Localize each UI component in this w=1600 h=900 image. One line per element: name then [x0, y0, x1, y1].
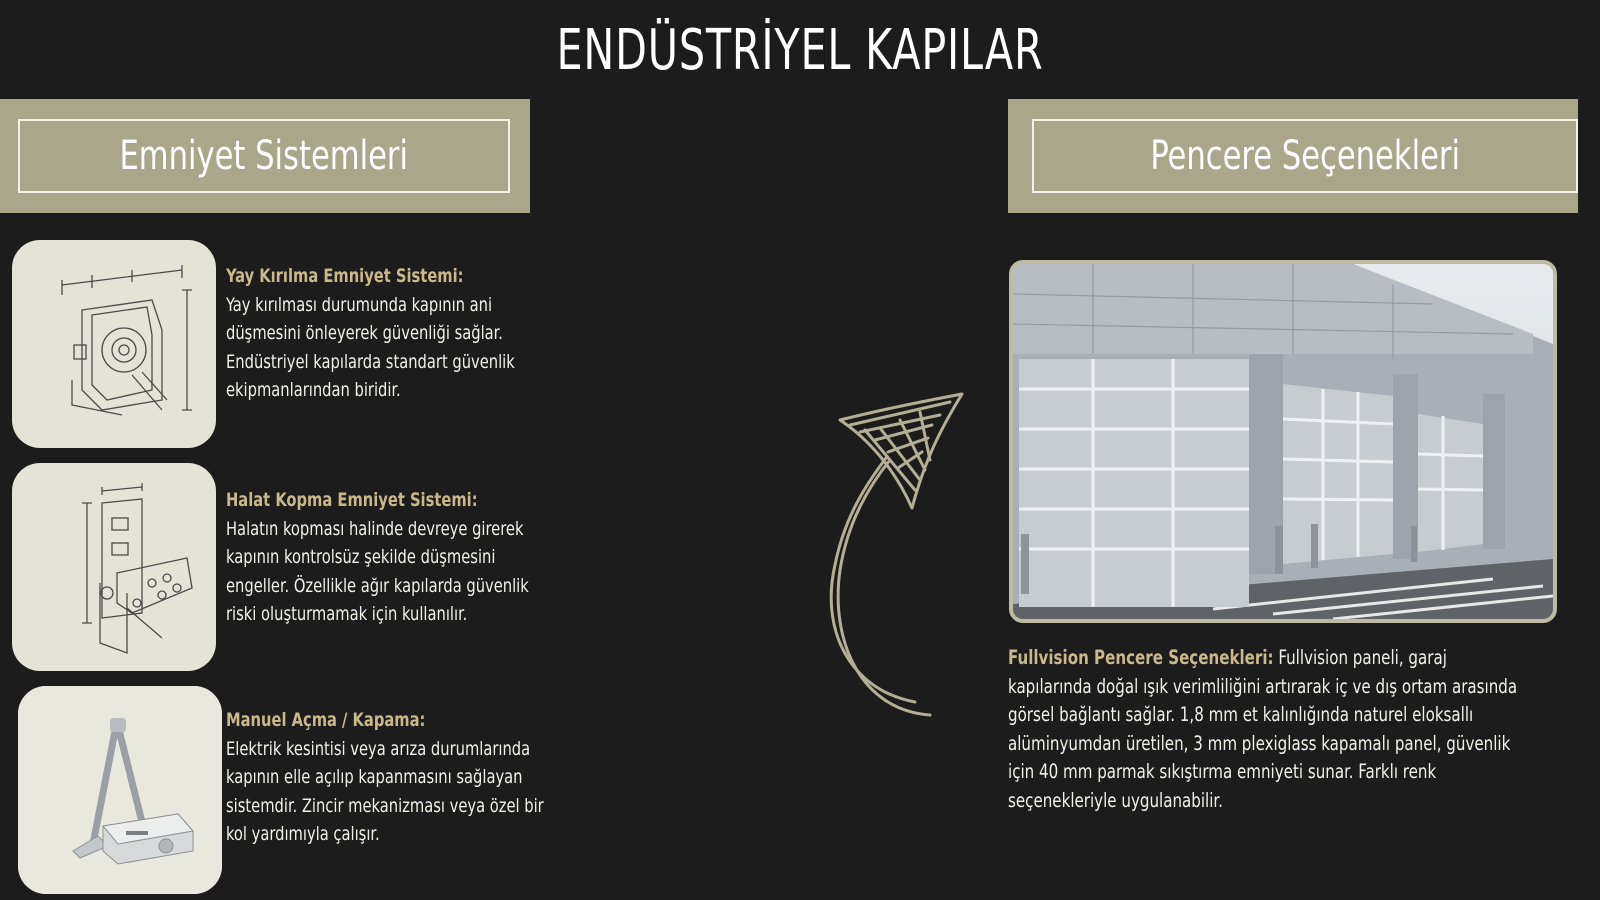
spring-break-feature — [226, 262, 546, 405]
window-options-heading: Pencere Seçenekleri — [1150, 133, 1460, 179]
cable-break-drawing-icon — [12, 463, 216, 671]
fullvision-description — [1008, 644, 1524, 815]
fullvision-text: Fullvision paneli, garaj kapılarında doğal ışık verimliliğini artırarak iç ve dış ortam arasında görsel bağlantı sağlar. 1,8 mm et kalınlığında naturel eloksallı alüminyumdan üretilen, 3 mm plexiglass kapamalı panel, güvenlik için 40 mm parmak sıkıştırma emniyeti sunar. Farklı renk seçenekleriyle uygulanabilir. — [1008, 646, 1518, 812]
spring-break-drawing-icon — [12, 240, 216, 448]
cable-break-text: Halatın kopması halinde devreye girerek kapının kontrolsüz şekilde düşmesini engeller. Özellikle ağır kapılarda güvenlik riski oluşturmamak için kullanılır. — [226, 517, 529, 625]
spring-break-device-image — [12, 240, 216, 448]
hand-drawn-arrow-icon — [820, 390, 980, 740]
manual-open-feature — [226, 706, 546, 849]
glass-garage-building-icon — [1013, 264, 1553, 619]
cable-break-device-image — [12, 463, 216, 671]
fullvision-title: Fullvision Pencere Seçenekleri: — [1008, 646, 1274, 669]
page-title: ENDÜSTRİYEL KAPILAR — [556, 18, 1044, 83]
spring-break-title: Yay Kırılma Emniyet Sistemi: — [226, 265, 464, 287]
safety-systems-banner-frame — [18, 119, 510, 193]
fullvision-door-photo — [1009, 260, 1557, 623]
safety-systems-heading: Emniyet Sistemleri — [119, 133, 409, 179]
spring-break-text: Yay kırılması durumunda kapının ani düşmesini önleyerek güvenliği sağlar. Endüstriyel kapılarda standart güvenlik ekipmanlarından biridir. — [226, 293, 515, 401]
manual-open-text: Elektrik kesintisi veya arıza durumlarında kapının elle açılıp kapanmasını sağlayan sistemdir. Zincir mekanizması veya özel bir kol yardımıyla çalışır. — [226, 737, 544, 845]
window-options-banner — [1008, 99, 1578, 213]
door-closer-image — [18, 686, 222, 894]
manual-open-title: Manuel Açma / Kapama: — [226, 709, 426, 731]
cable-break-title: Halat Kopma Emniyet Sistemi: — [226, 489, 478, 511]
door-closer-icon — [18, 686, 222, 894]
safety-systems-banner — [0, 99, 530, 213]
cable-break-feature — [226, 486, 546, 629]
window-options-banner-frame — [1032, 119, 1578, 193]
